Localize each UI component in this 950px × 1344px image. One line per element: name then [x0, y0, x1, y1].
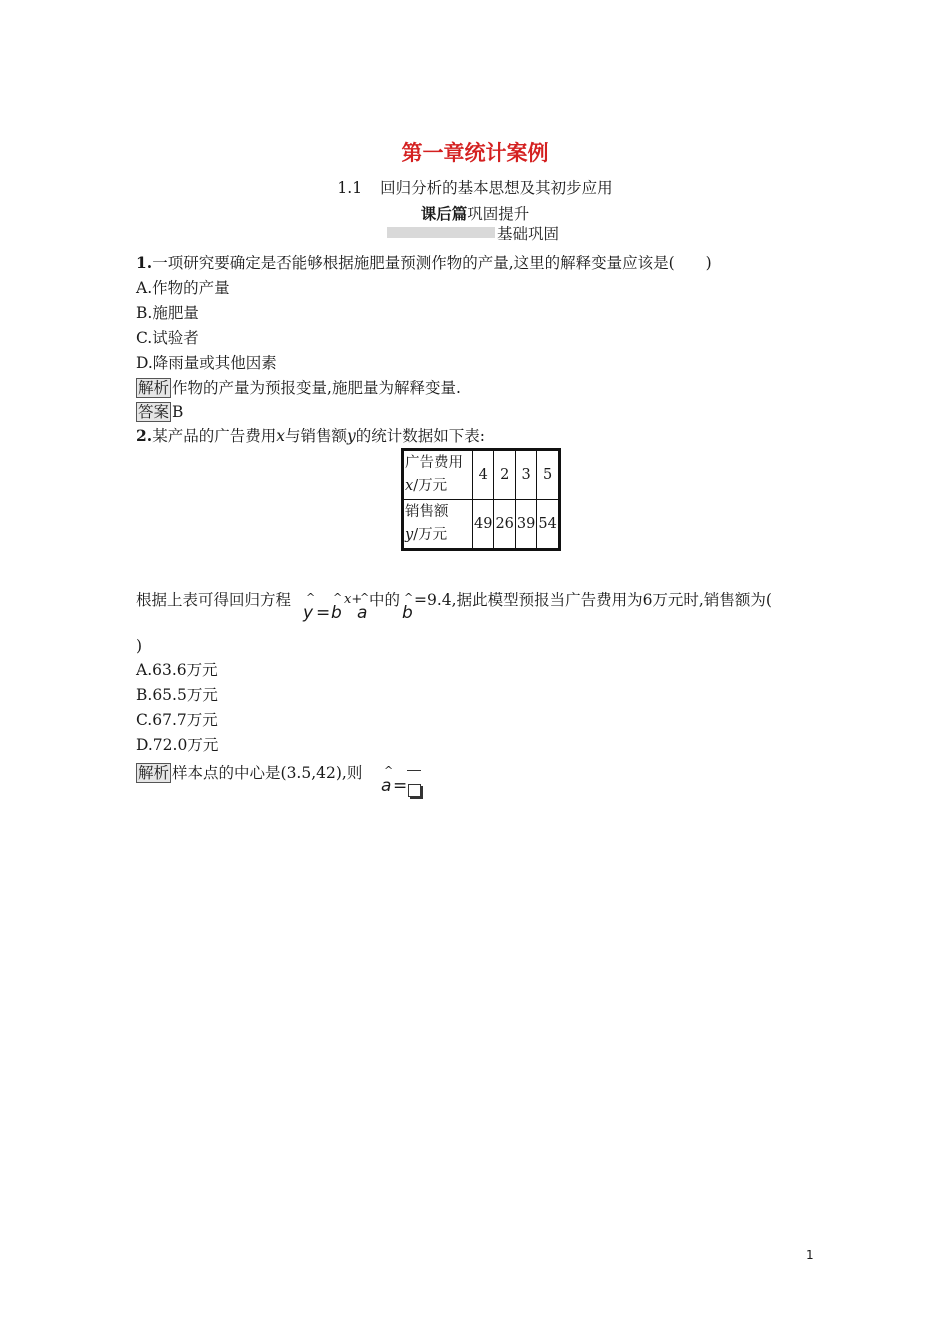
formula-a: a [357, 603, 368, 623]
hat-mark: ^ [333, 591, 343, 604]
table-row [403, 500, 560, 550]
q1-analysis-tag: 解析 [138, 379, 170, 397]
q2-number: 2. [136, 426, 153, 445]
q1-stem [136, 252, 712, 274]
table-row2-header [403, 500, 473, 550]
formula-x: x+ [344, 592, 363, 607]
row2-head-var: y [405, 527, 414, 543]
table-cell: 49 [473, 500, 494, 550]
formula-equals: = [316, 603, 331, 623]
q2-option-d: D.72.0万元 [136, 736, 219, 754]
formula-y: y [303, 603, 314, 623]
table-cell: 26 [494, 500, 515, 550]
row2-head-unit: /万元 [413, 527, 448, 543]
q2-stem [136, 425, 485, 447]
fraction-bar [407, 770, 421, 771]
after-class-rest: 巩固提升 [467, 205, 530, 223]
q1-answer-tag: 答案 [138, 403, 170, 421]
table-row [403, 450, 560, 500]
table-cell: 39 [515, 500, 536, 550]
hat-mark: ^ [360, 591, 370, 604]
q1-option-b: B.施肥量 [136, 304, 199, 322]
q2-analysis-text: 样本点的中心是(3.5,42),则 [172, 764, 363, 782]
section-heading [0, 176, 950, 198]
row1-head-unit: /万元 [413, 478, 448, 494]
after-class-bold: 课后篇 [420, 204, 468, 223]
page-number: 1 [806, 1248, 814, 1262]
q1-option-a: A.作物的产量 [136, 279, 230, 297]
q2-stem-a: 某产品的广告费用 [152, 427, 277, 445]
hat-mark: ^ [306, 591, 316, 604]
analysis-equals: = [393, 776, 408, 796]
q2-var-x: x [276, 427, 285, 445]
hat-mark: ^ [384, 764, 394, 777]
q1-analysis-text: 作物的产量为预报变量,施肥量为解释变量. [172, 379, 461, 397]
row2-head-text: 销售额 [405, 504, 449, 520]
table-cell: 2 [494, 450, 515, 500]
q2-option-b: B.65.5万元 [136, 686, 218, 704]
q2-stem-b: 与销售额 [284, 427, 347, 445]
q1-option-d: D.降雨量或其他因素 [136, 354, 277, 372]
q1-answer [136, 401, 183, 423]
q2-var-y: y [346, 427, 356, 445]
q2-analysis [136, 762, 362, 784]
chapter-title: 第一章统计案例 [401, 140, 549, 165]
q1-analysis [136, 377, 461, 399]
row1-head-var: x [405, 478, 414, 494]
q2-close-paren: ) [136, 637, 143, 655]
placeholder-box-icon [406, 780, 421, 799]
section-number: 1.1 [337, 179, 363, 197]
q2-option-c: C.67.7万元 [136, 711, 218, 729]
q1-option-c: C.试验者 [136, 329, 199, 347]
table-row1-header [403, 450, 473, 500]
hat-mark: ^ [404, 591, 414, 604]
table-cell: 5 [537, 450, 559, 500]
section-title: 回归分析的基本思想及其初步应用 [380, 179, 613, 197]
q2-text-a: 根据上表可得回归方程 [136, 591, 292, 609]
q2-text-b: =9.4,据此模型预报当广告费用为6万元时,销售额为( [414, 591, 772, 609]
q1-number: 1. [136, 253, 153, 272]
basic-label-bar [387, 227, 495, 238]
q1-answer-text: B [172, 403, 184, 421]
formula-b2: b [402, 603, 413, 623]
q1-stem-text: 一项研究要确定是否能够根据施肥量预测作物的产量,这里的解释变量应该是( ) [152, 254, 712, 272]
analysis-a: a [381, 776, 392, 796]
q2-stem-c: 的统计数据如下表: [355, 427, 485, 445]
row1-head-text: 广告费用 [405, 455, 463, 471]
basic-label: 基础巩固 [497, 225, 560, 243]
table-cell: 3 [515, 450, 536, 500]
table-cell: 4 [473, 450, 494, 500]
q2-analysis-tag: 解析 [138, 764, 170, 782]
q2-text-mid: 中的 [369, 591, 401, 609]
q2-data-table [401, 448, 561, 551]
q2-option-a: A.63.6万元 [136, 661, 218, 679]
table-cell: 54 [537, 500, 559, 550]
after-class-heading [0, 202, 950, 224]
formula-b: b [331, 603, 342, 623]
